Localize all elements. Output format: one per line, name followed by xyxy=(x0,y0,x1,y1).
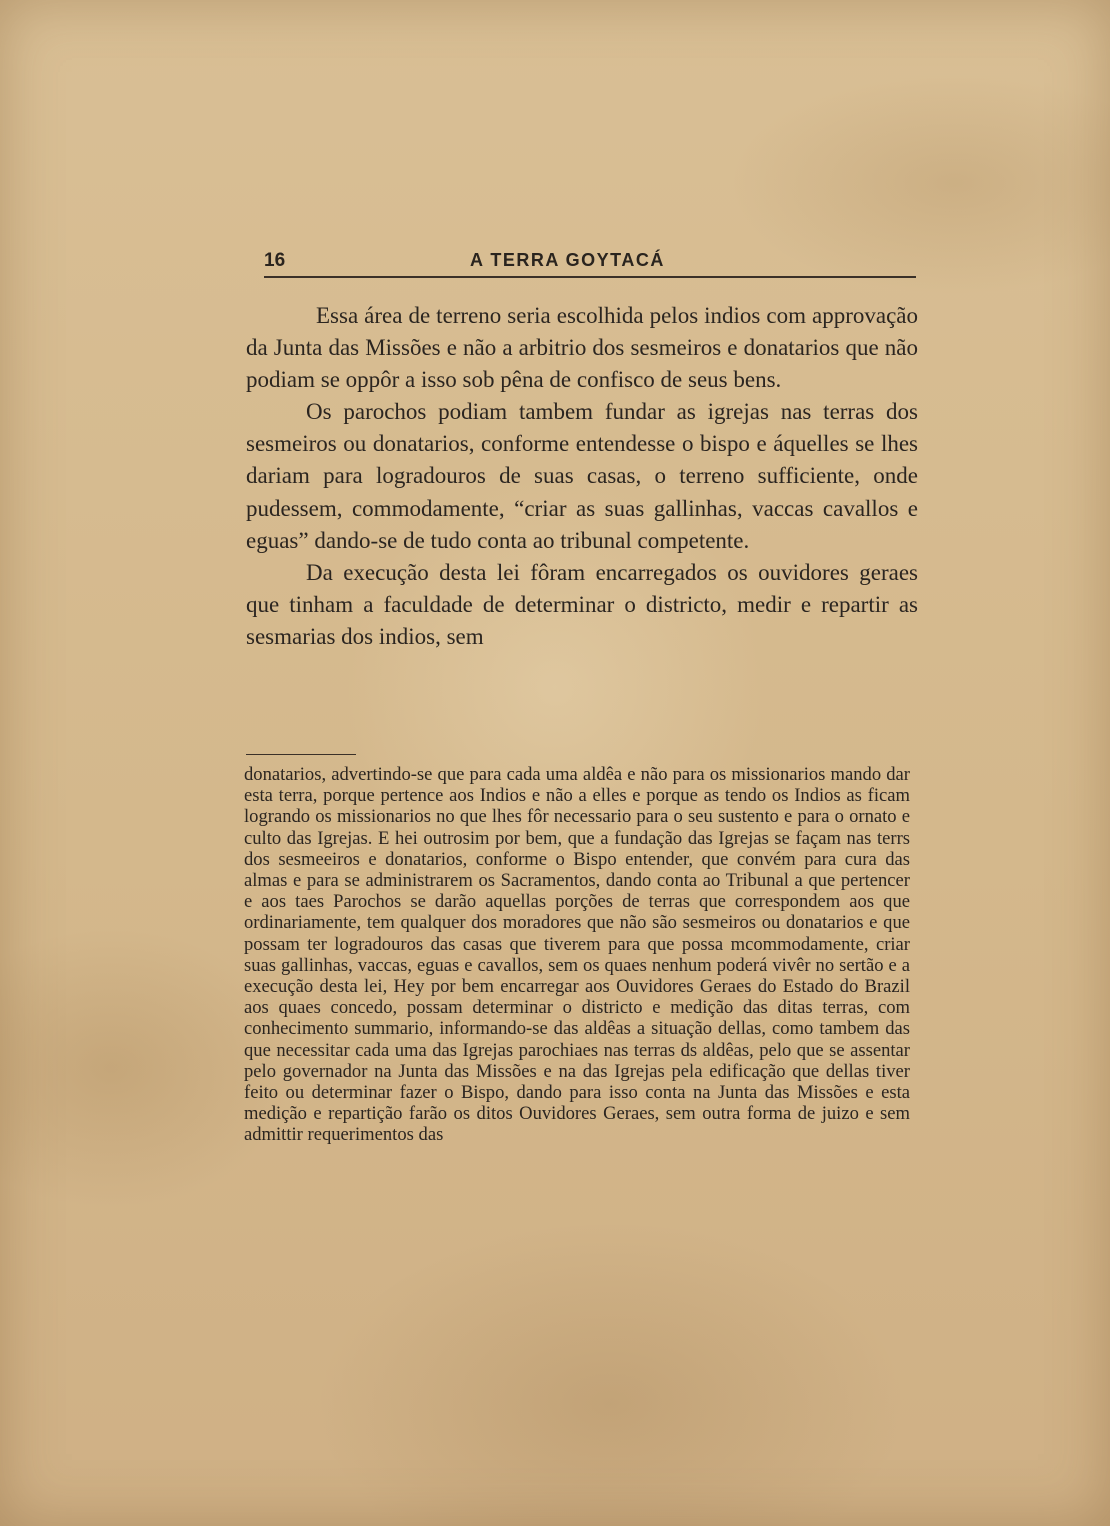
paragraph: Essa área de terreno seria escolhida pelos indios com approvação da Junta das Missões e não a arbitrio dos sesmeiros e donatarios que não podiam se oppôr a isso sob pêna de confisco de seus bens. xyxy=(246,303,918,393)
footnote-rule xyxy=(246,754,356,755)
footnote: donatarios, advertindo-se que para cada uma aldêa e não para os missionarios mando dar esta terra, porque pertence aos Indios e não a elles e porque as tendo os Indios as ficam logrando os missionarios no que lhes fôr necessario para o seu sustento e para o ornato e culto das Igrejas. E hei outrosim por bem, que a fundação das Igrejas se façam nas terrs dos sesmeeiros e donatarios, conforme o Bispo entender, que convém para cura das almas e para se administrarem os Sacramentos, dando conta ao Tribunal a que pertencer e aos taes Parochos se darão aquellas porções de terras que correspondem aos que ordinariamente, tem qualquer dos moradores que não são sesmeiros ou donatarios e que possam ter logradouros das casas que tiverem para que possa mcommodamente, criar suas gallinhas, vaccas, eguas e cavallos, sem os quaes nenhum poderá vivêr no sertão e a execução desta lei, Hey por bem encarregar aos Ouvidores Geraes do Estado do Brazil aos quaes concedo, possam determinar o districto e medição das ditas terras, com conhecimento summario, informando-se das aldêas a situação dellas, como tambem das que necessitar cada uma das Igrejas parochiaes nas terras ds aldêas, pelo que se assentar pelo governador na Junta das Missões e na das Igrejas pela edificação que dellas tiver feito ou determinar fazer o Bispo, dando para isso conta na Junta das Missões e esta medição e repartição farão os ditos Ouvidores Geraes, sem outra forma de juizo e sem admittir requerimentos das xyxy=(244,764,910,1146)
header-rule xyxy=(264,276,916,278)
body-text xyxy=(246,300,918,653)
paragraph: Da execução desta lei fôram encarregados os ouvidores geraes que tinham a faculdade de determinar o districto, medir e repartir as sesmarias dos indios, sem xyxy=(246,559,918,649)
paragraph: Os parochos podiam tambem fundar as igrejas nas terras dos sesmeiros ou donatarios, conforme entendesse o bispo e áquelles se lhes dariam para logradouros de suas casas, o terreno sufficiente, onde pudessem, commodamente, “criar as suas gallinhas, vaccas cavallos e eguas” dando-se de tudo conta ao tribunal competente. xyxy=(246,399,918,553)
page-number: 16 xyxy=(264,250,286,271)
running-head xyxy=(264,248,916,274)
running-title: A TERRA GOYTACÁ xyxy=(470,250,665,270)
